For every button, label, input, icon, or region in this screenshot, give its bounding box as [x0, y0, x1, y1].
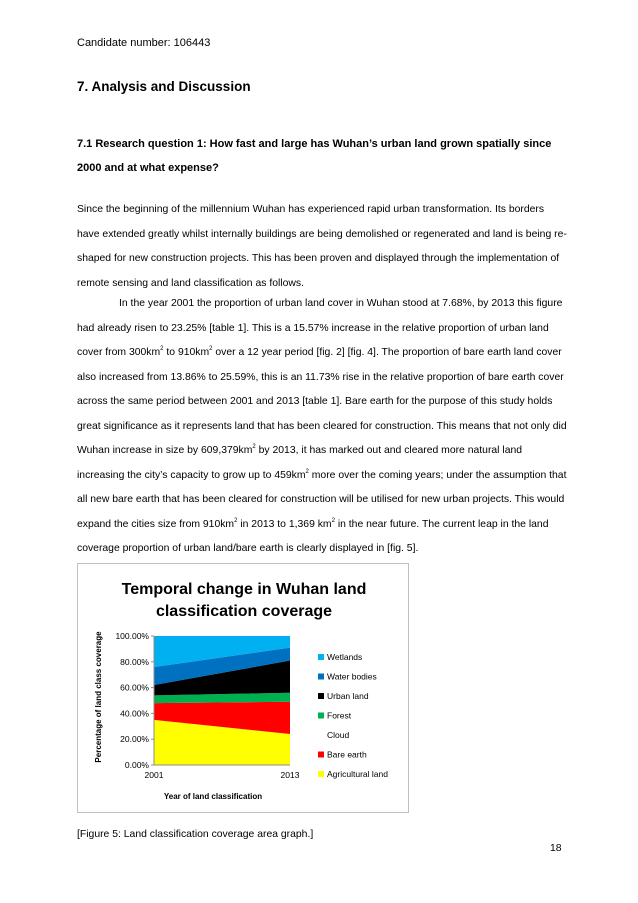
legend-label: Bare earth: [327, 749, 367, 760]
y-tick-label: 100.00%: [115, 631, 149, 641]
superscript: 2: [305, 468, 309, 475]
legend-label: Agricultural land: [327, 769, 388, 779]
y-tick-label: 40.00%: [120, 708, 149, 719]
section-heading: 7. Analysis and Discussion: [77, 79, 251, 94]
paragraph-analysis: [77, 292, 567, 562]
legend-swatch: [318, 674, 324, 680]
text-run: to 910km: [163, 347, 210, 358]
chart-container: [77, 563, 409, 813]
legend-swatch: [318, 771, 324, 777]
y-tick-label: 20.00%: [120, 734, 149, 745]
legend-swatch: [318, 713, 324, 719]
superscript: 2: [160, 346, 164, 352]
x-tick-label: 2001: [144, 770, 164, 780]
figure-caption: [Figure 5: Land classification coverage area graph.]: [77, 829, 314, 840]
y-tick-label: 0.00%: [124, 760, 149, 770]
chart-areas: [154, 636, 290, 765]
text-run: more over the coming years; under the assumption that all new bare earth that has been cleared for construction will be utilised for new urban projects. This would expand the cities size from 910km: [77, 469, 567, 530]
y-axis: [115, 631, 154, 770]
legend-swatch: [318, 693, 324, 699]
text-run: by 2013, it has marked out and cleared more natural land increasing the city’s capacity to grow up to 459km: [77, 445, 523, 481]
superscript: 2: [331, 517, 335, 524]
legend-swatch: [318, 752, 324, 758]
legend-swatch: [318, 654, 324, 660]
x-axis-label: Year of land classification: [163, 792, 263, 801]
legend-label: Urban land: [327, 691, 369, 701]
chart-title-line2: classification coverage: [155, 603, 333, 620]
paragraph-intro: Since the beginning of the millennium Wuhan has experienced rapid urban transformation. Its borders have extended greatly whilst internally buildings are being demolished or regenerated and land is being re-shaped for new construction projects. This has been proven and displayed through the implementation of remote sensing and land classification as follows.: [77, 204, 567, 289]
chart-legend: [318, 652, 388, 779]
area-chart: [78, 564, 408, 812]
y-tick-label: 80.00%: [120, 656, 149, 667]
text-run: in 2013 to 1,369 km: [237, 518, 332, 530]
superscript: 2: [209, 346, 213, 352]
text-run: in the near future. The current leap in the land coverage proportion of urban land/bare earth is clearly displayed in [fig. 5].: [77, 518, 549, 554]
superscript: 2: [234, 517, 238, 524]
y-axis-label: Percentage of land class coverage: [94, 631, 103, 763]
text-run: over a 12 year period [fig. 2] [fig. 4]. The proportion of bare earth land cover also increased from 13.86% to 25.59%, this is an 11.73% rise in the relative proportion of bare earth cover across the same period between 2001 and 2013 [table 1]. Bare earth for the purpose of this study holds great significance as it represents land that has been cleared for construction. This means that not only did Wuhan increase in size by 609,379km: [77, 347, 567, 456]
superscript: 2: [252, 444, 256, 450]
x-tick-label: 2013: [280, 770, 300, 780]
legend-label: Water bodies: [327, 671, 377, 682]
candidate-number: Candidate number: 106443: [77, 37, 211, 49]
subsection-heading: 7.1 Research question 1: How fast and large has Wuhan’s urban land grown spatially since 2000 and at what expense?: [77, 138, 552, 174]
text-run: In the year 2001 the proportion of urban land cover in Wuhan stood at 7.68%, by 2013 this figure had already risen to 23.25% [table 1]. This is a 15.57% increase in the relative proportion of urban land cover from 300km: [77, 298, 563, 358]
x-axis: [145, 765, 300, 780]
y-tick-label: 60.00%: [120, 682, 149, 693]
legend-label: Wetlands: [327, 652, 363, 662]
chart-title-line1: Temporal change in Wuhan land: [121, 581, 367, 598]
legend-label: Forest: [327, 710, 352, 721]
legend-label: Cloud: [327, 730, 350, 740]
page-number: 18: [550, 843, 562, 854]
